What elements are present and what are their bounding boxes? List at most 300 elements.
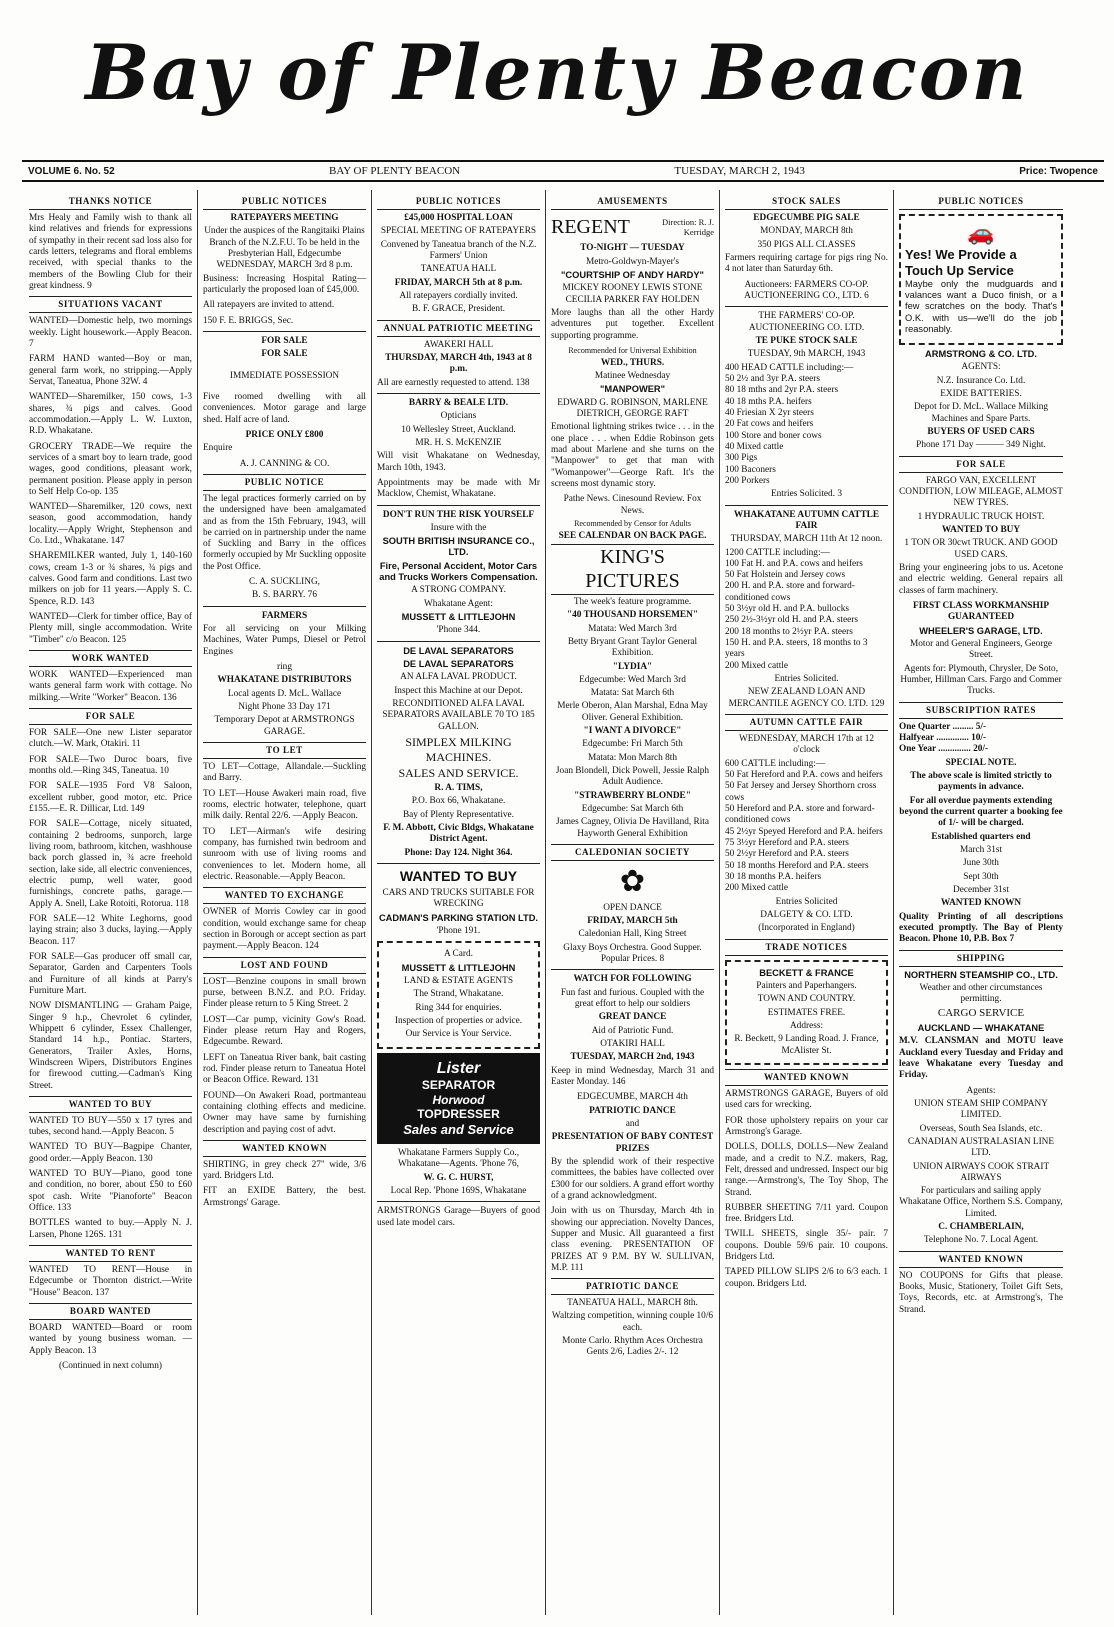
stock-line: 200 Mixed cattle	[725, 660, 788, 671]
tonight: TO-NIGHT — TUESDAY	[580, 243, 685, 254]
fargo: FARGO VAN, EXCELLENT CONDITION, LOW MILEAGE, ALMOST NEW TYRES.	[899, 475, 1063, 509]
union-steam: UNION STEAM SHIP COMPANY LIMITED.	[914, 1098, 1048, 1121]
classified-ad: TAPED PILLOW SLIPS 2/6 to 6/3 each. 1 coupon. Bridgers Ltd.	[725, 1267, 888, 1289]
cars-trucks: CARS AND TRUCKS SUITABLE FOR WRECKING	[382, 888, 535, 910]
farmers-heading: FARMERS	[261, 610, 308, 621]
farmers-coop: THE FARMERS' CO-OP. AUCTIONEERING CO. LTD.	[748, 311, 865, 333]
address-label: Address:	[789, 1020, 824, 1031]
heading-amusements: AMUSEMENTS	[551, 194, 714, 210]
film-cast: James Cagney, Olivia De Havilland, Rita Hayworth General Exhibition	[555, 817, 710, 839]
stock-line: 50 18 months Hereford and P.A. steers	[725, 860, 869, 871]
volume: VOLUME 6. No. 52	[28, 165, 115, 177]
special-meeting: SPECIAL MEETING OF RATEPAYERS	[380, 226, 537, 237]
join-us: Join with us on Thursday, March 4th in showing our appreciation. Novelty Dances, Supper and Music. All guaranteed a first class evening. PRESENTATION OF PRIZES AT 9 P.M. BY W. SULLIVAN, M.P. 111	[551, 1206, 714, 1273]
heading-subscription: SUBSCRIPTION RATES	[899, 702, 1063, 719]
stock-line: 40 Mixed cattle	[725, 441, 784, 452]
stock-line: 200 Mixed cattle	[725, 883, 788, 894]
dance-venue: Caledonian Hall, King Street	[578, 929, 687, 940]
pig-sale: EDGECUMBE PIG SALE	[753, 212, 860, 223]
film-cast: Betty Bryant Grant Taylor General Exhibition.	[567, 636, 698, 659]
alfa-laval: AN ALFA LAVAL PRODUCT.	[400, 672, 517, 683]
stock-line: 200 Porkers	[725, 475, 770, 486]
stock-line: 40 18 mths P.A. heifers	[725, 396, 812, 407]
attend-note: All are earnestly requested to attend. 138	[377, 377, 530, 388]
screening: Matata: Wed March 3rd	[588, 623, 677, 634]
stock-line: 100 Store and boner cows	[725, 430, 822, 441]
heading-exchange: WANTED TO EXCHANGE	[203, 887, 366, 904]
taneatua-hall: TANEATUA HALL, MARCH 8th.	[567, 1298, 698, 1309]
topdresser: TOPDRESSER	[417, 1107, 500, 1122]
film-cast: Joan Blondell, Dick Powell, Jessie Ralph Adult Audience.	[555, 766, 710, 788]
local-agents: Local agents D. McL. Wallace	[227, 688, 342, 699]
classified-ad: FOR SALE—Two Duroc boars, five months old.—Ring 34S, Taneatua. 10	[29, 754, 192, 776]
telephone: Telephone No. 7. Local Agent.	[923, 1235, 1039, 1246]
beckett-france: BECKETT & FRANCE	[759, 967, 854, 978]
classified-ad: WANTED TO BUY—Piano, good tone and condition, no borer, about £50 to £60 spot cash. Write "Pianoforte" Beacon Office. 133	[29, 1169, 192, 1214]
heading-public-notices: PUBLIC NOTICES	[377, 194, 540, 210]
waltzing: Waltzing competition, winning couple 10/6 each.	[551, 1311, 714, 1333]
classified-ad: TWILL SHEETS, single 35/- pair. 7 coupons. Double 59/6 pair. 10 coupons. Bridgers Ltd.	[725, 1229, 888, 1263]
engineering: Bring your engineering jobs to us. Acetone and electric welding. General repairs all classes of farm machinery.	[899, 563, 1063, 596]
ratepayers-business: Business: Increasing Hospital Rating—particularly the proposed loan of £45,000.	[203, 273, 366, 295]
stock-line: 1200 CATTLE including:—	[725, 547, 830, 558]
heading-thanks: THANKS NOTICE	[29, 194, 192, 210]
sales-service: SALES AND SERVICE.	[398, 766, 519, 781]
film-blurb: Emotional lightning strikes twice . . . in the one place . . . when Eddie Robinson gets mad about Marlene and she turns on the "Manpower" to get that man with "Womanpower"—George Raft. It's the screens most dynamic story.	[551, 422, 714, 490]
hall: TANEATUA HALL	[420, 264, 497, 275]
censor: Recommended by Censor for Adults	[574, 519, 691, 528]
nz-insurance: N.Z. Insurance Co. Ltd.	[936, 375, 1026, 386]
rate-half: Halfyear .............. 10/-	[899, 732, 987, 743]
phones: Night Phone 33 Day 171	[238, 702, 331, 713]
wanted-to-buy: WANTED TO BUY	[399, 867, 518, 884]
cargo-service: CARGO SERVICE	[937, 1007, 1025, 1020]
thistle-icon: ✿	[619, 865, 646, 899]
presentation: PRESENTATION OF BABY CONTEST PRIZES	[551, 1132, 714, 1154]
classified-ad: WANTED—Sharemilker, 120 cows, next season, good accommodation, handy locality.—Apply Wright, Stephenson and Co. Ltd., Whakatane. 147	[29, 502, 192, 547]
mckenzie: MR. H. S. McKENZIE	[415, 437, 502, 448]
mgm: Metro-Goldwyn-Mayer's	[585, 256, 680, 267]
tims-box: P.O. Box 66, Whakatane.	[411, 796, 506, 807]
hurst: W. G. C. HURST,	[423, 1172, 494, 1183]
tims: R. A. TIMS,	[434, 782, 483, 793]
heading-stock-sales: STOCK SALES	[725, 194, 888, 210]
classified-ad: GROCERY TRADE—We require the services of a smart boy to learn trade, good wages, good conditions, pleasant work, permanent position. Please apply in person to Self Help Co-op. 135	[29, 441, 192, 497]
stock-line: 400 HEAD CATTLE including:—	[725, 362, 854, 373]
paper-name: BAY OF PLENTY BEACON	[329, 165, 461, 177]
calendar-note: SEE CALENDAR ON BACK PAGE.	[558, 530, 707, 541]
weather: Weather and other circumstances permitting.	[919, 982, 1043, 1005]
cattle-fair: WHAKATANE AUTUMN CATTLE FAIR	[733, 509, 880, 531]
film-blurb: More laughs than all the other Hardy adventures put together. Excellent supporting programme.	[551, 308, 714, 341]
lister-logo: Lister	[436, 1059, 481, 1077]
issue-date: TUESDAY, MARCH 2, 1943	[674, 165, 805, 177]
stock-line: 250 2½-3½yr old H. and P.A. steers	[725, 615, 858, 626]
classified-ad: FIT an EXIDE Battery, the best. Armstrongs' Garage.	[203, 1186, 366, 1208]
film-title: "LYDIA"	[612, 661, 653, 672]
card-box	[377, 941, 540, 1048]
buyers-cars: BUYERS OF USED CARS	[927, 427, 1035, 438]
fair-date: WEDNESDAY, MARCH 17th at 12 o'clock	[738, 734, 875, 756]
armstrongs-garage: ARMSTRONGS Garage—Buyers of good used late model cars.	[377, 1206, 540, 1228]
classified-ad: BOTTLES wanted to buy.—Apply N. J. Larsen, Phone 126S. 131	[29, 1218, 192, 1240]
agents-label: Agents:	[966, 1085, 996, 1096]
depot: Temporary Depot at ARMSTRONGS GARAGE.	[214, 715, 355, 737]
heading-for-sale: FOR SALE	[899, 456, 1063, 473]
heading-wanted-known: WANTED KNOWN	[899, 1251, 1063, 1268]
classified-ad: FARM HAND wanted—Boy or man, general farm work, no stripping.—Apply Servat, Taneatua, Phone 32W. 4	[29, 354, 192, 387]
cartage: Farmers requiring cartage for pigs ring No. 4 not later than Saturday 6th.	[725, 252, 888, 275]
heading-board-wanted: BOARD WANTED	[29, 1303, 192, 1320]
beckett-box	[725, 960, 888, 1065]
our-service: Our Service is Your Service.	[405, 1029, 512, 1040]
classified-ad: FOR SALE—1935 Ford V8 Saloon, excellent rubber, good motor, etc. Price £155.—E. R. Dillicar, Ltd. 149	[29, 781, 192, 814]
reconditioned: RECONDITIONED ALFA LAVAL SEPARATORS AVAILABLE 70 TO 185 GALLON.	[382, 699, 535, 732]
ratepayers-heading: RATEPAYERS MEETING	[230, 212, 339, 223]
ring: ring	[277, 662, 292, 673]
airways: UNION AIRWAYS COOK STRAIT AIRWAYS	[912, 1161, 1050, 1183]
classified-ad: WANTED TO RENT—House in Edgecumbe or Thornton district.—Write "House" Beacon. 137	[29, 1265, 192, 1298]
classified-ad: BOARD WANTED—Board or room wanted by young business woman. —Apply Beacon. 13	[29, 1323, 192, 1356]
strong-company: A STRONG COMPANY.	[411, 585, 506, 596]
thanks-notice: Mrs Healy and Family wish to thank all kind relatives and friends for expressions of sympathy in their recent sad loss also for cards letters, telegrams and floral emblems received, with special thanks to the members of the Bowling Club for their great kindness. 9	[29, 212, 192, 291]
armstrong-co: ARMSTRONG & CO. LTD.	[925, 349, 1037, 360]
screening: Edgecumbe: Fri March 5th	[582, 739, 683, 750]
heading-wanted-to-rent: WANTED TO RENT	[29, 1245, 192, 1262]
agent-name: MUSSETT & LITTLEJOHN	[401, 612, 516, 623]
painters: Painters and Paperhangers.	[756, 980, 857, 991]
film-cast: Merle Oberon, Alan Marshal, Edna May Oliver. General Exhibition.	[557, 701, 708, 723]
screening: Edgecumbe: Sat March 6th	[581, 804, 684, 815]
classified-ad: LOST—Benzine coupons in small brown purse, between B.N.Z. and P.O. Friday. Finder please return to 5 King Street. 2	[203, 976, 366, 1010]
classified-ad: FOR SALE—One new Lister separator clutch.—W. Mark, Otakiri. 11	[29, 728, 192, 750]
strand: The Strand, Whakatane.	[413, 989, 504, 1000]
tims-rep: Bay of Plenty Representative.	[402, 809, 515, 820]
inspection: Inspection of properties or advice.	[394, 1015, 523, 1026]
classified-ad: FOUND—On Awakeri Road, portmanteau containing clothing effects and medicine. Owner may have same by furnishing description and paying cost of advt.	[203, 1090, 366, 1135]
lister-ad	[377, 1053, 540, 1144]
south-british: SOUTH BRITISH INSURANCE CO., LTD.	[382, 536, 535, 558]
horwood: Horwood	[432, 1092, 485, 1107]
wanted-to-buy: WANTED TO BUY	[941, 525, 1021, 536]
touch-up-box	[899, 214, 1063, 345]
clansman: M.V. CLANSMAN and MOTU leave Auckland every Tuesday and Friday and leave Whakatane every Tuesday and Friday.	[899, 1036, 1063, 1081]
classified-ad: WANTED TO BUY—Bagpipe Chanter, good order.—Apply Beacon. 130	[29, 1142, 192, 1164]
northern-steamship: NORTHERN STEAMSHIP CO., LTD.	[904, 969, 1058, 980]
heading-public-notice: PUBLIC NOTICE	[203, 474, 366, 491]
classified-ad: SHIRTING, in grey check 27" wide, 3/6 yard. Bridgers Ltd.	[203, 1159, 366, 1182]
pigs: 350 PIGS ALL CLASSES	[757, 239, 856, 250]
continued-note: (Continued in next column)	[58, 1361, 163, 1372]
agent-phone: 'Phone 344.	[436, 625, 481, 636]
canadian: CANADIAN AUSTRALASIAN LINE LTD.	[907, 1136, 1055, 1159]
touch-up-title: Yes! We Provide a Touch Up Service	[905, 246, 1017, 278]
dwelling-text: Five roomed dwelling with all conveniences. Motor garage and large shed. Half acre of land.	[203, 391, 366, 425]
classified-ad: FOR those upholstery repairs on your car Armstrong's Garage.	[725, 1115, 888, 1137]
film-cast: MICKEY ROONEY LEWIS STONE CECILIA PARKER FAY HOLDEN	[562, 283, 703, 305]
stock-line: 80 18 mths and 2yr P.A. steers	[725, 385, 839, 396]
heading-patriotic-dance: PATRIOTIC DANCE	[551, 1278, 714, 1295]
classified-ad: LEFT on Taneatua River bank, bait casting rod. Finder please return to Taneatua Hotel or Beacon Office. Reward. 131	[203, 1052, 366, 1086]
enquire: Enquire	[203, 443, 233, 454]
stock-line: 100 Baconers	[725, 464, 776, 475]
for-sale-label: FOR SALE	[261, 335, 308, 346]
advance-note: The above scale is limited strictly to payments in advance.	[910, 770, 1052, 793]
farmers-supply: Whakatane Farmers Supply Co., Whakatane—Agents. 'Phone 76,	[397, 1147, 520, 1170]
classified-ad: RUBBER SHEETING 7/11 yard. Coupon free. Bridgers Ltd.	[725, 1202, 888, 1225]
otakiri: OTAKIRI HALL	[600, 1038, 665, 1049]
stock-line: 50 Fat Holstein and Jersey cows	[725, 570, 846, 581]
wheelers-garage: WHEELER'S GARAGE, LTD.	[919, 625, 1043, 636]
nz-loan: NEW ZEALAND LOAN AND MERCANTILE AGENCY CO. LTD. 129	[728, 687, 885, 709]
addresses: R. Beckett, 9 Landing Road. J. France, McAlister St.	[734, 1034, 879, 1056]
touch-up-text: Maybe only the mudguards and valances want a Duco finish, or a few scratches on the body. That's O.K. with us—we'll do the job reasonably.	[905, 278, 1057, 334]
chamberlain: C. CHAMBERLAIN,	[938, 1222, 1024, 1233]
stock-line: 50 2½yr Hereford and P.A. steers	[725, 849, 849, 860]
screening: Matata: Sat March 6th	[590, 688, 675, 699]
heading-patriotic: ANNUAL PATRIOTIC MEETING	[377, 320, 540, 337]
film-cast: EDWARD G. ROBINSON, MARLENE DIETRICH, GEORGE RAFT	[557, 397, 708, 420]
classified-ad: NOW DISMANTLING — Graham Paige, Singer 9 h.p., Chevrolet 6 cylinder, Whippett 6 cylinder, Essex Challenger, Standard 14 h.p., Pontiac. Starters, Generators, Trailer Axles, Horns, Windscreen Wipers, Distributors Engines for firewood cutting.—Cadman's King Street.	[29, 1001, 192, 1091]
columns	[24, 190, 1108, 1615]
heading-public-notices: PUBLIC NOTICES	[203, 194, 366, 210]
film-title: "COURTSHIP OF ANDY HARDY"	[561, 270, 704, 281]
classified-ad: WANTED—Sharemilker, 150 cows, 1-3 shares, ¾ pigs and calves. Good accommodation.—Apply L. W. Luxton, R.D. Whakatane.	[29, 392, 192, 437]
newsreels: Pathe News. Cinesound Review. Fox News.	[563, 494, 702, 516]
classified-ad: FOR SALE—Gas producer off small car, Separator, Garden and Carpenters Tools and Furniture of all kinds at Parry's Furniture Mart.	[29, 951, 192, 996]
inspect: Inspect this Machine at our Depot.	[394, 685, 523, 696]
workmanship: FIRST CLASS WORKMANSHIP GUARANTEED	[912, 601, 1050, 623]
film-title: "MANPOWER"	[599, 384, 666, 395]
ratepayers-text: Under the auspices of the Rangitaiki Plains Branch of the N.Z.F.U. To be held in the Presbyterian Hall, Edgecumbe WEDNESDAY, MARCH 3rd 8 p.m.	[204, 226, 365, 271]
column-4	[546, 190, 720, 1615]
wed-thurs: WED., THURS.	[600, 357, 665, 368]
otakiri-date: TUESDAY, MARCH 2nd, 1943	[570, 1052, 695, 1063]
stock-line: 50 Fat Hereford and P.A. cows and heifers	[725, 770, 883, 781]
heading-wanted-known: WANTED KNOWN	[203, 1140, 366, 1157]
classified-ad: TO LET—Cottage, Allandale.—Suckling and Barry.	[203, 762, 366, 784]
classified-ad: DOLLS, DOLLS, DOLLS—New Zealand made, and a credit to N.Z. makers, Rag, Felt, dressed and undressed. Inspect our big range.—Armstrong's, The Toy Shop, The Strand.	[725, 1142, 888, 1198]
card: A Card.	[444, 949, 473, 960]
stock-line: 50 Hereford and P.A. store and forward-conditioned cows	[725, 804, 875, 826]
stock-line: 45 2½yr Speyed Hereford and P.A. heifers	[725, 826, 883, 837]
cadmans-phone: 'Phone 191.	[436, 925, 481, 936]
dateline	[22, 160, 1104, 182]
classified-ad: WANTED—Clerk for timber office, Bay of Plenty mill, single accommodation. Write "Timber" c/o Beacon. 125	[29, 612, 192, 645]
price-only: PRICE ONLY £800	[245, 429, 324, 440]
de-laval: DE LAVAL SEPARATORS	[403, 659, 514, 670]
heading-to-let: TO LET	[203, 742, 366, 759]
for-sale-label: FOR SALE	[261, 349, 308, 360]
wanted-known: WANTED KNOWN	[940, 898, 1022, 909]
mckenzie-visit: Will visit Whakatane on Wednesday, March 10th, 1943.	[377, 451, 540, 473]
stock-line: 30 18 months P.A. heifers	[725, 872, 822, 882]
printing: Quality Printing of all descriptions executed promptly. The Bay of Plenty Beacon. Phone 10, P.B. Box 7	[899, 911, 1063, 945]
matinee: Matinee Wednesday	[594, 371, 671, 382]
insurance-types: Fire, Personal Accident, Motor Cars and Trucks Workers Compensation.	[379, 560, 538, 583]
opticians-address: 10 Wellesley Street, Auckland.	[401, 424, 516, 435]
separator: SEPARATOR	[421, 1078, 496, 1093]
auctioneers: Auctioneers: FARMERS CO-OP. AUCTIONEERING CO., LTD. 6	[744, 279, 869, 301]
film-title: "STRAWBERRY BLONDE"	[574, 790, 691, 801]
estimates: ESTIMATES FREE.	[767, 1007, 846, 1018]
stock-line: 200 H. and P.A. store and forward-conditioned cows	[725, 581, 855, 603]
stock-line: 200 18 months to 2½yr P.A. steers	[725, 626, 853, 637]
column-2	[198, 190, 372, 1615]
sale-date: MONDAY, MARCH 8th	[760, 226, 853, 237]
awakeri-hall: AWAKERI HALL	[423, 339, 494, 350]
edgecumbe-date: EDGECUMBE, MARCH 4th	[577, 1092, 688, 1103]
quarter-date: Sept 30th	[963, 871, 999, 882]
week-programme: The week's feature programme.	[573, 596, 692, 607]
stock-line: 40 Friesian X 2yr steers	[725, 407, 814, 418]
film-title: "I WANT A DIVORCE"	[583, 726, 682, 737]
appointments: Appointments may be made with Mr Macklow, Chemist, Whakatane.	[377, 477, 540, 500]
phone: Phone 171 Day ——— 349 Night.	[916, 440, 1046, 451]
possession: IMMEDIATE POSSESSION	[229, 370, 340, 381]
classified-ad: NO COUPONS for Gifts that please. Books, Music, Stationery, Toilet Gift Sets, Toys, Records, etc. at Armstrong's, The Strand.	[899, 1270, 1063, 1315]
signature: B. S. BARRY. 76	[252, 590, 317, 601]
opticians: Opticians	[440, 411, 477, 422]
convened: Convened by Taneatua branch of the N.Z. Farmers' Union	[380, 239, 537, 261]
masthead	[0, 0, 1114, 150]
heading-trade-notices: TRADE NOTICES	[725, 939, 888, 956]
column-3	[372, 190, 546, 1615]
dalgety-inc: (Incorporated in England)	[758, 923, 855, 934]
classified-ad: WORK WANTED—Experienced man wants general farm work with cottage. No milking.—Write "Worker" Beacon. 136	[29, 670, 192, 703]
simplex: SIMPLEX MILKING MACHINES.	[405, 735, 512, 764]
stock-line: 100 Fat H. and P.A. cows and heifers	[725, 558, 863, 569]
de-laval: DE LAVAL SEPARATORS	[403, 645, 514, 656]
heading-autumn-fair: AUTUMN CATTLE FAIR	[725, 714, 888, 731]
aid: Aid of Patriotic Fund.	[591, 1025, 674, 1036]
signature: C. A. SUCKLING,	[248, 577, 321, 588]
special-note: SPECIAL NOTE.	[945, 757, 1017, 768]
wheelers-agents: Agents for: Plymouth, Chrysler, De Soto, Humber, Hillman Cars. Fargo and Commer Trucks.	[900, 663, 1062, 697]
watch: WATCH FOR FOLLOWING	[573, 974, 692, 985]
classified-ad: WANTED TO BUY—550 x 17 tyres and tubes, second hand.—Apply Beacon. 5	[29, 1115, 192, 1138]
and: and	[625, 1118, 640, 1129]
agent-label: Whakatane Agent:	[424, 598, 493, 609]
particulars: For particulars and sailing apply Whakatane Office, Northern S.S. Company, Limited.	[899, 1186, 1063, 1219]
fun: Fun fast and furious. Coupled with the great effort to help our soldiers	[560, 987, 705, 1009]
depot: Depot for D. McL. Wallace Milking Machines and Spare Parts.	[913, 402, 1049, 424]
stock-line: 50 3½yr old H. and P.A. bullocks	[725, 604, 849, 615]
truck-wanted: 1 TON OR 30cwt TRUCK. AND GOOD USED CARS.	[904, 538, 1058, 560]
car-icon: 🚗	[967, 219, 995, 245]
canning-agent: A. J. CANNING & CO.	[239, 458, 330, 469]
insure: Insure with the	[430, 522, 487, 533]
stock-line: 20 Fat cows and heifers	[725, 419, 814, 430]
heading-lost-found: LOST AND FOUND	[203, 957, 366, 974]
splendid: By the splendid work of their respective committees, the babies have collected over £300 for our soldiers. A grand effort worthy of a grand acknowledgment.	[551, 1156, 715, 1201]
entries: Entries Solicited. 3	[770, 489, 842, 500]
quarters-end: Established quarters end	[931, 831, 1031, 842]
column-6	[894, 190, 1068, 1615]
rate-year: One Year .............. 20/-	[899, 744, 989, 755]
stock-line: 75 3½yr Hereford and P.A. steers	[725, 838, 849, 849]
ring-enq: Ring 344 for enquiries.	[415, 1002, 502, 1013]
classified-ad: OWNER of Morris Cowley car in good condition, would exchange same for cheap section in Borough or accept section as part payment.—Apply Beacon. 124	[203, 907, 366, 952]
stock-line: 300 Pigs	[725, 453, 758, 464]
heading-work-wanted: WORK WANTED	[29, 650, 192, 667]
great-dance: GREAT DANCE	[598, 1012, 667, 1023]
legal-notice: The legal practices formerly carried on by the undersigned have been amalgamated and as from the 15th February, 1943, will be carried on in partnership under the name of Suckling and Barry in the offices formerly occupied by Mr Suckling opposite the Post Office.	[203, 493, 366, 572]
keep-in-mind: Keep in mind Wednesday, March 31 and Easter Monday. 146	[551, 1065, 714, 1087]
sales-and-service: Sales and Service	[403, 1122, 514, 1137]
orchestra: Glaxy Boys Orchestra. Good Supper. Popular Prices. 8	[563, 942, 702, 964]
patriotic-dance: PATRIOTIC DANCE	[589, 1105, 676, 1116]
distributors: WHAKATANE DISTRIBUTORS	[217, 675, 352, 686]
cadmans: CADMAN'S PARKING STATION LTD.	[378, 912, 539, 923]
truck-hoist: 1 HYDRAULIC TRUCK HOIST.	[917, 511, 1045, 522]
recommended: Recommended for Universal Exhibition	[568, 345, 697, 355]
price: Price: Twopence	[1019, 165, 1098, 177]
dalgety: DALGETY & CO. LTD.	[760, 909, 853, 920]
heading-caledonian: CALEDONIAN SOCIETY	[551, 844, 714, 861]
stock-line: 50 Fat Jersey and Jersey Shorthorn cross cows	[725, 781, 877, 803]
heading-wanted-known: WANTED KNOWN	[725, 1069, 888, 1086]
classified-ad: FOR SALE—Cottage, nicely situated, containing 2 bedrooms, sunporch, large living room, bathroom, kitchen, washhouse back porch glassed in, ¾ acre freehold section, lake side, all electric conveniences, electric pump, well water, good furnishings, concrete paths, garage.—Apply A. Snell, Lake Rotoiti, Rotorua. 118	[29, 819, 192, 909]
screening: Edgecumbe: Wed March 3rd	[579, 674, 686, 685]
loan: £45,000 HOSPITAL LOAN	[404, 212, 513, 223]
town-country: TOWN AND COUNTRY.	[757, 994, 856, 1005]
classified-ad: WANTED—Domestic help, two mornings weekly. Light housework.—Apply Beacon. 7	[29, 316, 192, 349]
agents-name: MUSSETT & LITTLEJOHN	[401, 962, 516, 973]
column-1	[24, 190, 198, 1615]
overdue-note: For all overdue payments extending beyond the current quarter a booking fee of 1/- will be charged.	[899, 795, 1063, 829]
invite: All ratepayers cordially invited.	[399, 290, 518, 301]
heading-shipping: SHIPPING	[899, 950, 1063, 967]
president: B. F. GRACE, President.	[411, 304, 505, 315]
regent-direction: Direction: R. J. Kerridge	[662, 216, 714, 238]
rate-quarter: One Quarter ......... 5/-	[899, 721, 987, 732]
heading-wanted-to-buy: WANTED TO BUY	[29, 1096, 192, 1113]
open-dance: OPEN DANCE	[603, 902, 662, 913]
overseas: Overseas, South Sea Islands, etc.	[919, 1123, 1043, 1134]
classified-ad: FOR SALE—12 White Leghorns, good laying strain; also 3 ducks, laying.—Apply Beacon. 117	[29, 913, 192, 947]
heading-public-notices: PUBLIC NOTICES	[899, 194, 1063, 210]
stock-line: 150 H. and P.A. steers, 18 months to 3 years	[725, 638, 868, 660]
risk: DON'T RUN THE RISK YOURSELF	[382, 509, 535, 520]
regent-theatre: REGENT	[551, 215, 630, 238]
stock-line: 600 CATTLE including:—	[725, 758, 826, 769]
quarter-date: December 31st	[952, 884, 1010, 895]
dance-date: FRIDAY, MARCH 5th	[587, 915, 678, 926]
ratepayers-sign: 150 F. E. BRIGGS, Sec.	[203, 315, 294, 326]
column-5	[720, 190, 894, 1615]
entries: Entries Solicited	[775, 896, 838, 907]
land-agents: LAND & ESTATE AGENTS	[403, 975, 513, 986]
heading-situations: SITUATIONS VACANT	[29, 296, 192, 313]
hurst-rep: Local Rep. 'Phone 169S, Whakatane	[390, 1185, 527, 1196]
sale-date: TUESDAY, 9th MARCH, 1943	[747, 349, 866, 360]
classified-ad: TO LET—Airman's wife desiring company, has furnished twin bedroom and sunroom with use of living rooms and conveniences to let. Modern home, all electric. Reasonable.—Apply Beacon.	[203, 826, 366, 882]
quarter-date: March 31st	[959, 844, 1003, 855]
exide: EXIDE BATTERIES.	[940, 389, 1022, 400]
screening: Matata: Mon March 8th	[587, 752, 678, 763]
abbott: F. M. Abbott, Civic Bldgs, Whakatane District Agent.	[383, 822, 534, 845]
meeting-date: FRIDAY, MARCH 5th at 8 p.m.	[394, 277, 523, 288]
film-title: "40 THOUSAND HORSEMEN"	[566, 610, 699, 621]
entries: Entries Solicited.	[774, 674, 839, 685]
masthead-title: Bay of Plenty Beacon	[85, 28, 1029, 117]
quarter-date: June 30th	[963, 858, 999, 869]
fair-date: THURSDAY, MARCH 11th At 12 noon.	[730, 534, 883, 545]
agents-label: AGENTS:	[961, 362, 1001, 373]
ratepayers-invite: All ratepayers are invited to attend.	[203, 300, 335, 311]
route: AUCKLAND — WHAKATANE	[917, 1022, 1045, 1033]
